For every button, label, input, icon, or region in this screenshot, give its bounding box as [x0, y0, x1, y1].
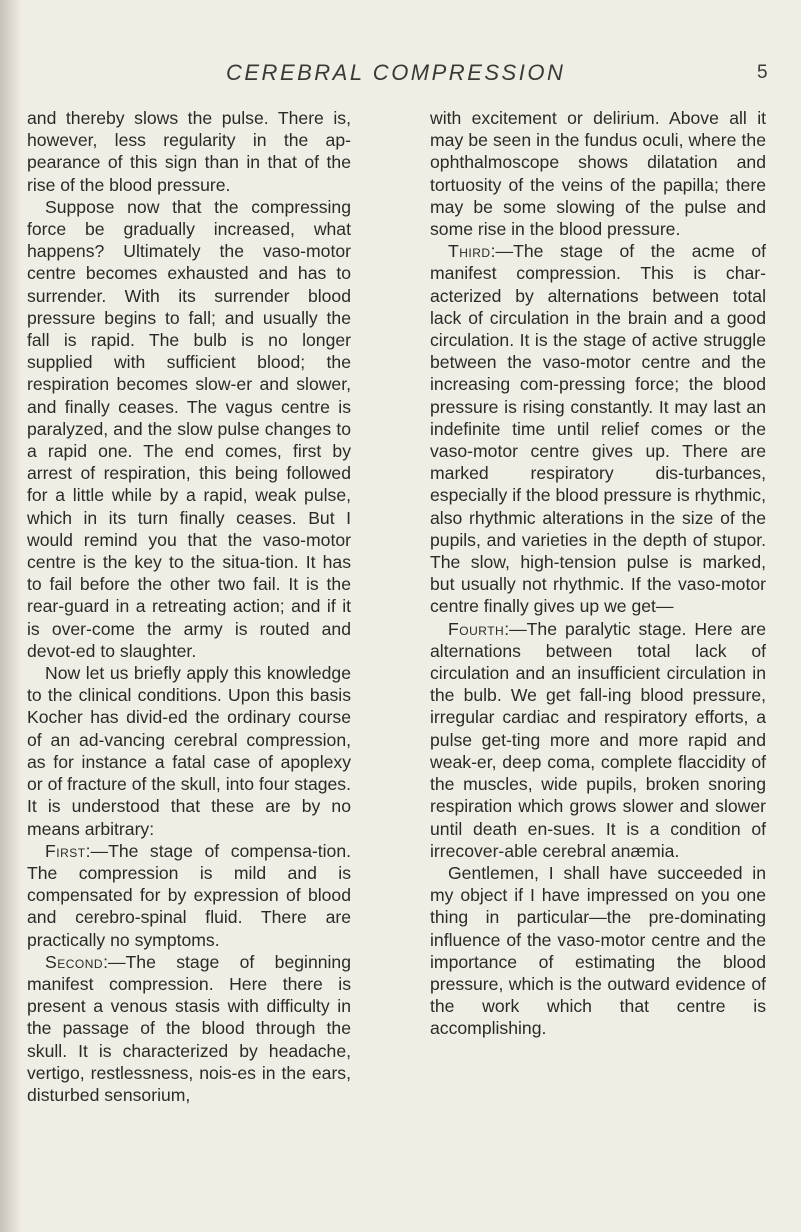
paragraph-compressing-force: Suppose now that the compressing force be gradually increased, what happens? Ultimately the vaso-motor centre becomes exhausted and has to surrender. With its surrender blood pressure begins to fall; and usually the fall is rapid. The bulb is no longer supplied with sufficient blood; the respiration becomes slow-er and slower, and finally ceases. The vagus centre is paralyzed, and the slow pulse changes to a rapid one. The end comes, first by arrest of respiration, this being followed for a little while by a rapid, weak pulse, which in its turn finally ceases. But I would remind you that the vaso-motor centre is the key to the situa-tion. It has to fail before the other two fail. It is the rear-guard in a retreating action; and if it is over-come the army is routed and devot-ed to slaughter.	[27, 196, 351, 661]
running-title: CEREBRAL COMPRESSION	[226, 60, 566, 85]
paragraph-third-stage	[430, 240, 766, 617]
paragraph-conclusion: Gentlemen, I shall have succeeded in my object if I have impressed on you one thing in particular—the pre-dominating influence of the vaso-motor centre and the importance of estimating the blood pressure, which is the outward evidence of the work which that centre is accomplishing.	[430, 862, 766, 1039]
stage-text-first: :—The stage of compensa-tion. The compression is mild and is compensated for by expression of blood and cerebro-spinal fluid. There are practically no symptoms.	[27, 840, 351, 950]
paragraph-first-stage	[27, 840, 351, 951]
stage-label-fourth: Fourth	[448, 618, 505, 639]
stage-text-third: :—The stage of the acme of manifest compression. This is char-acterized by alternations between total lack of circulation in the brain and a good circulation. It is the stage of active struggle between the vaso-motor centre and the increasing com-pressing force; the blood pressure is rising constantly. It may last an indefinite time until relief comes or the vaso-motor centre gives up. There are marked respiratory dis-turbances, especially if the blood pressure is rhythmic, also rhythmic alterations in the size of the pupils, and varieties in the depth of stupor. The slow, high-tension pulse is marked, but usually not rhythmic. If the vaso-motor centre finally gives up we get—	[430, 241, 766, 617]
page-number: 5	[757, 62, 768, 83]
stage-label-first: First	[45, 840, 86, 861]
binding-gutter-shadow	[0, 0, 22, 1232]
page-header	[0, 60, 801, 90]
paragraph-second-stage	[27, 951, 351, 1106]
stage-label-second: Second	[45, 951, 104, 972]
left-column	[27, 107, 351, 1106]
stage-label-third: Third	[448, 241, 491, 262]
paragraph-second-continued: with excitement or delirium. Above all it may be seen in the fundus oculi, where the ophthalmoscope shows dilatation and tortuosity of the veins of the papilla; there may be some slowing of the pulse and some rise in the blood pressure.	[430, 108, 766, 240]
stage-text-second: :—The stage of beginning manifest compression. Here there is present a venous stasis with difficulty in the passage of the blood through the skull. It is characterized by headache, vertigo, restlessness, nois-es in the ears, disturbed sensorium,	[27, 951, 351, 1105]
paragraph-continuation: and thereby slows the pulse. There is, however, less regularity in the ap-pearance of this sign than in that of the rise of the blood pressure.	[27, 108, 351, 195]
paragraph-clinical-conditions: Now let us briefly apply this knowledge to the clinical conditions. Upon this basis Kocher has divid-ed the ordinary course of an ad-vancing cerebral compression, as for instance a fatal case of apoplexy or of fracture of the skull, into four stages. It is understood that these are by no means arbitrary:	[27, 663, 351, 839]
paragraph-fourth-stage	[430, 618, 766, 862]
right-column	[430, 107, 766, 1040]
stage-text-fourth: :—The paralytic stage. Here are alternations between total lack of circulation and an insufficient circulation in the bulb. We get fall-ing blood pressure, irregular cardiac and respiratory efforts, a pulse get-ting more and more rapid and weak-er, deep coma, complete flaccidity of the muscles, wide pupils, broken snoring respiration which grows slower and slower until death en-sues. It is a condition of irrecover-able cerebral anæmia.	[430, 618, 766, 861]
